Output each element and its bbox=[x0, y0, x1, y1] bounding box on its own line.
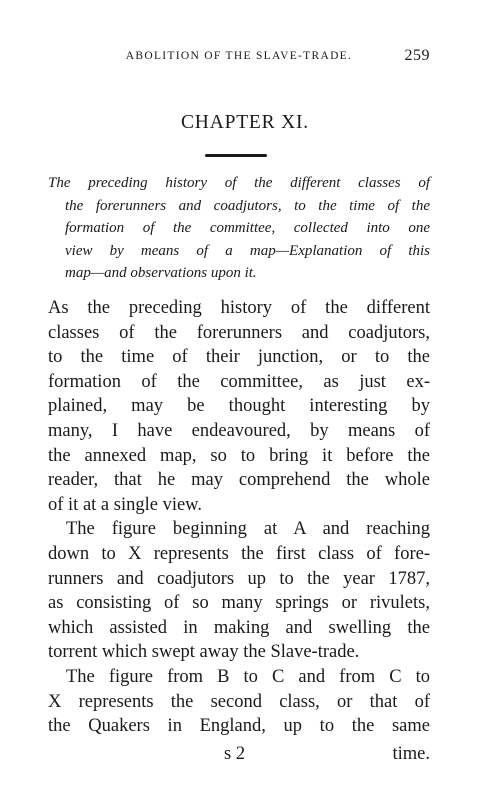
body-line: The figure from B to C and from C to bbox=[66, 666, 430, 687]
running-title: ABOLITION OF THE SLAVE-TRADE. bbox=[125, 50, 353, 62]
running-head bbox=[48, 50, 430, 62]
page-number: 259 bbox=[404, 47, 430, 64]
body-line: runners and coadjutors up to the year 1787, bbox=[48, 568, 430, 589]
chapter-title: CHAPTER XI. bbox=[181, 112, 309, 133]
body-line: of it at a single view. bbox=[48, 494, 202, 515]
body-line: the Quakers in England, up to the same bbox=[48, 716, 430, 737]
chapter-summary bbox=[48, 172, 430, 285]
body-line: to the time of their junction, or to the bbox=[48, 347, 430, 368]
body-line: down to X represents the first class of fore- bbox=[48, 543, 430, 564]
body-line: many, I have endeavoured, by means of bbox=[48, 420, 430, 441]
body-line: The figure beginning at A and reaching bbox=[66, 519, 430, 540]
body-line: plained, may be thought interesting by bbox=[48, 396, 430, 417]
body-line: formation of the committee, as just ex- bbox=[48, 371, 430, 392]
body-line: as consisting of so many springs or rivulets, bbox=[48, 593, 430, 614]
body-line: As the preceding history of the different bbox=[48, 298, 430, 318]
body-line: which assisted in making and swelling the bbox=[48, 617, 430, 638]
summary-line: the forerunners and coadjutors, to the time of the bbox=[65, 197, 430, 214]
body-text bbox=[48, 296, 430, 739]
body-line: torrent which swept away the Slave-trade. bbox=[48, 642, 360, 663]
body-line: classes of the forerunners and coadjutors, bbox=[48, 322, 430, 343]
summary-line: The preceding history of the different classes of bbox=[48, 175, 430, 191]
summary-line: view by means of a map—Explanation of this bbox=[65, 242, 430, 259]
summary-line: map—and observations upon it. bbox=[65, 265, 257, 281]
body-line: reader, that he may comprehend the whole bbox=[48, 470, 430, 491]
decorative-rule bbox=[205, 154, 267, 157]
body-line: the annexed map, so to bring it before the bbox=[48, 445, 430, 466]
signature-mark: s 2 bbox=[224, 744, 246, 764]
summary-line: formation of the committee, collected into one bbox=[65, 220, 430, 236]
page-footer bbox=[48, 744, 430, 768]
body-line: X represents the second class, or that of bbox=[48, 691, 430, 712]
catchword: time. bbox=[392, 744, 430, 764]
